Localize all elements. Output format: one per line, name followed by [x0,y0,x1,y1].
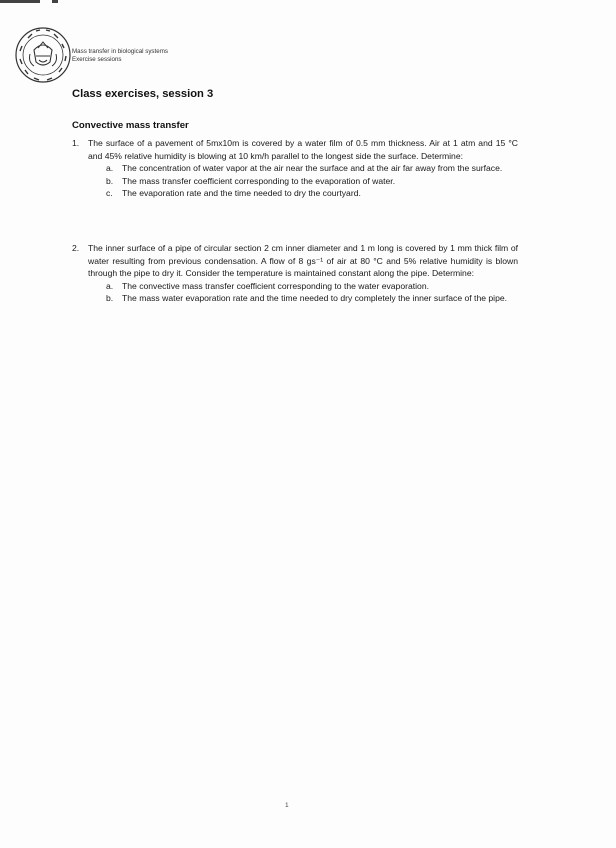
part-letter: a. [106,163,114,174]
section-title: Convective mass transfer [72,120,189,131]
exercise-number: 2. [72,243,80,253]
exercise-part [106,187,518,200]
exercise-statement: The surface of a pavement of 5mx10m is covered by a water film of 0.5 mm thickness. Air at 1 atm and 15 °C and 45% relative humidity is blowing at 10 km/h parallel to the longest side the surface. Determine: [88,138,518,161]
university-seal-icon [14,26,72,84]
exercise-2 [72,242,518,305]
page-number: 1 [285,802,289,809]
part-text: The mass transfer coefficient corresponding to the evaporation of water. [122,175,396,186]
part-letter: b. [106,293,114,304]
exercise-1 [72,137,518,200]
part-text: The evaporation rate and the time needed to dry the courtyard. [122,188,361,199]
scan-artifact [52,0,58,3]
part-letter: a. [106,280,114,291]
part-letter: b. [106,175,114,186]
page-title: Class exercises, session 3 [72,88,214,100]
document-header [72,48,168,64]
scan-artifact [0,0,40,3]
exercise-statement: The inner surface of a pipe of circular section 2 cm inner diameter and 1 m long is covered by 1 mm thick film of water resulting from previous condensation. A flow of 8 gs⁻¹ of air at 80 °C and 5% relative humidity is blown through the pipe to dry it. Consider the temperature is maintained constant along the pipe. Determine: [88,243,518,279]
part-text: The mass water evaporation rate and the time needed to dry completely the inner surface of the pipe. [122,293,508,304]
exercise-part [106,162,518,175]
exercise-part [106,292,518,305]
session-type: Exercise sessions [72,56,122,63]
exercise-number: 1. [72,138,80,148]
course-name: Mass transfer in biological systems [72,48,168,55]
part-letter: c. [106,188,113,199]
part-text: The convective mass transfer coefficient corresponding to the water evaporation. [122,280,429,291]
exercise-part [106,175,518,188]
part-text: The concentration of water vapor at the air near the surface and at the air far away from the surface. [122,163,503,174]
exercise-part [106,280,518,293]
